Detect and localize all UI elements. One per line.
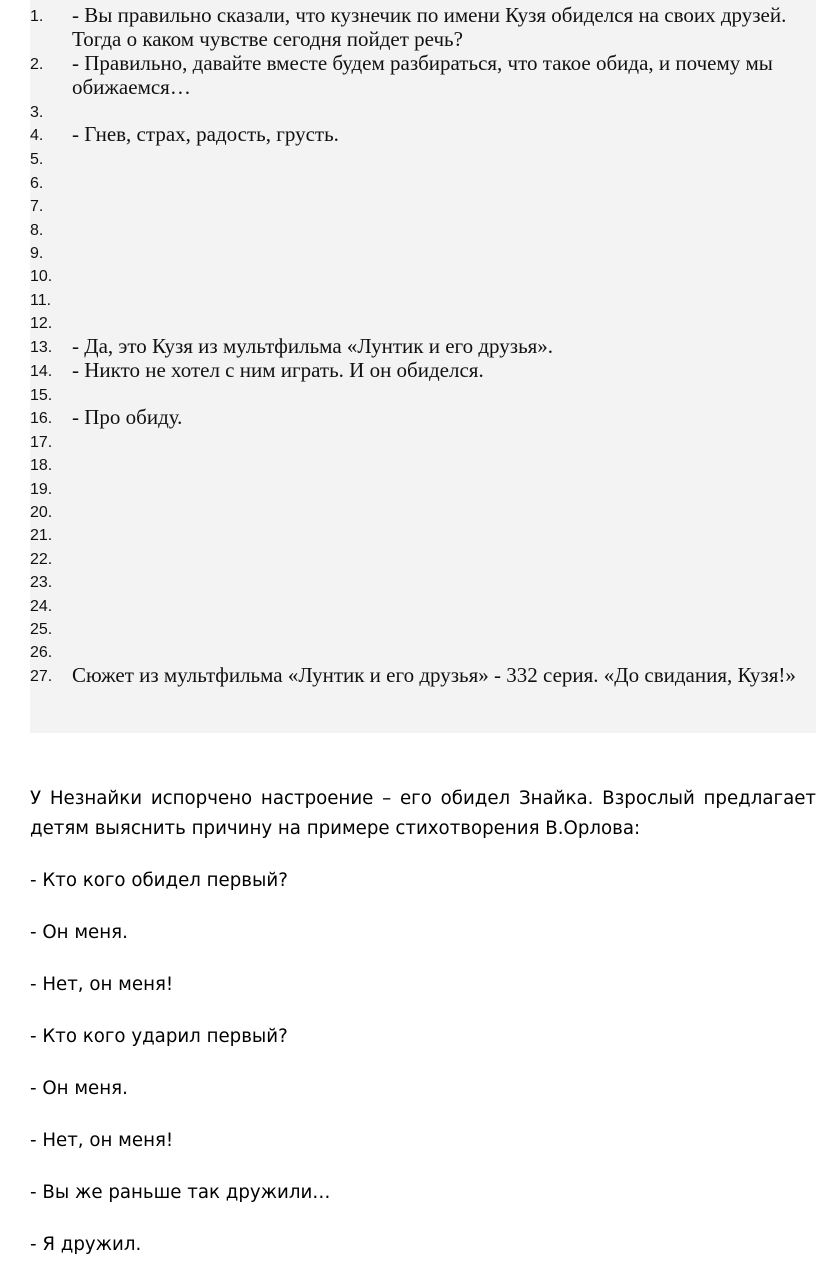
line-number: 15. xyxy=(30,386,53,404)
numbered-listing xyxy=(30,0,816,733)
line-text: - Никто не хотел с ним играть. И он обиделся. xyxy=(72,357,484,382)
dialog-line: - Нет, он меня! xyxy=(30,974,174,995)
line-number: 17. xyxy=(30,433,53,451)
intro-paragraph: У Незнайки испорчено настроение – его обидел Знайка. Взрослый предлагает детям выяснить причину на примере стихотворения В.Орлова: xyxy=(30,788,816,839)
listing-line xyxy=(30,193,816,216)
line-text: - Да, это Кузя из мультфильма «Лунтик и его друзья». xyxy=(72,333,554,358)
line-number: 18. xyxy=(30,457,53,475)
line-number: 9. xyxy=(30,244,44,262)
poem-dialog xyxy=(30,866,816,1260)
listing-line xyxy=(30,405,816,429)
dialog-line: - Я дружил. xyxy=(30,1234,142,1255)
line-number: 5. xyxy=(30,151,44,169)
listing-line xyxy=(30,569,816,592)
listing-line xyxy=(30,310,816,333)
line-number: 3. xyxy=(30,104,44,121)
line-number: 24. xyxy=(30,597,53,615)
listing-line xyxy=(30,217,816,240)
dialog-line: - Кто кого обидел первый? xyxy=(30,870,288,891)
listing-line xyxy=(30,122,816,146)
listing-line xyxy=(30,358,816,382)
listing-line xyxy=(30,334,816,358)
line-number: 26. xyxy=(30,644,53,662)
line-text: - Гнев, страх, радость, грусть. xyxy=(72,122,339,147)
line-number: 20. xyxy=(30,504,53,522)
listing-lines xyxy=(30,3,816,687)
listing-line xyxy=(30,3,816,51)
line-number: 16. xyxy=(30,409,53,427)
dialog-line: - Кто кого ударил первый? xyxy=(30,1026,288,1047)
line-number: 25. xyxy=(30,621,53,639)
listing-line xyxy=(30,452,816,475)
listing-line xyxy=(30,170,816,193)
line-number: 7. xyxy=(30,198,44,216)
line-number: 10. xyxy=(30,268,53,286)
line-number: 8. xyxy=(30,221,44,239)
listing-line xyxy=(30,593,816,616)
line-text: - Правильно, давайте вместе будем разбираться, что такое обида, и почему мы обижаемся… xyxy=(72,51,779,99)
dialog-line: - Он меня. xyxy=(30,1078,128,1099)
listing-line xyxy=(30,240,816,263)
listing-line xyxy=(30,51,816,99)
line-number: 14. xyxy=(30,362,53,380)
line-number: 1. xyxy=(30,8,44,25)
line-number: 22. xyxy=(30,550,53,568)
line-number: 4. xyxy=(30,127,44,145)
listing-line xyxy=(30,263,816,286)
dialog-line: - Вы же раньше так дружили… xyxy=(30,1182,331,1203)
line-text: Сюжет из мультфильма «Лунтик и его друзья» - 332 серия. «До свидания, Кузя!» xyxy=(72,662,796,687)
listing-line xyxy=(30,429,816,452)
listing-line xyxy=(30,476,816,499)
listing-line xyxy=(30,522,816,545)
line-number: 11. xyxy=(30,291,52,309)
line-number: 13. xyxy=(30,338,53,356)
line-number: 19. xyxy=(30,480,53,498)
line-number: 2. xyxy=(30,56,44,73)
listing-line xyxy=(30,99,816,122)
line-text: - Про обиду. xyxy=(72,404,183,429)
listing-line xyxy=(30,639,816,662)
line-number: 6. xyxy=(30,174,44,192)
listing-line xyxy=(30,546,816,569)
document-body xyxy=(30,784,816,1260)
dialog-line: - Нет, он меня! xyxy=(30,1130,174,1151)
line-number: 23. xyxy=(30,574,53,592)
listing-line xyxy=(30,499,816,522)
listing-line xyxy=(30,616,816,639)
line-number: 27. xyxy=(30,667,53,685)
line-number: 21. xyxy=(30,527,53,545)
listing-line xyxy=(30,663,816,687)
dialog-line: - Он меня. xyxy=(30,922,128,943)
listing-line xyxy=(30,146,816,169)
line-text: - Вы правильно сказали, что кузнечик по имени Кузя обиделся на своих друзей. Тогда о каком чувстве сегодня пойдет речь? xyxy=(72,3,792,51)
line-number: 12. xyxy=(30,315,53,333)
listing-line xyxy=(30,382,816,405)
listing-line xyxy=(30,287,816,310)
